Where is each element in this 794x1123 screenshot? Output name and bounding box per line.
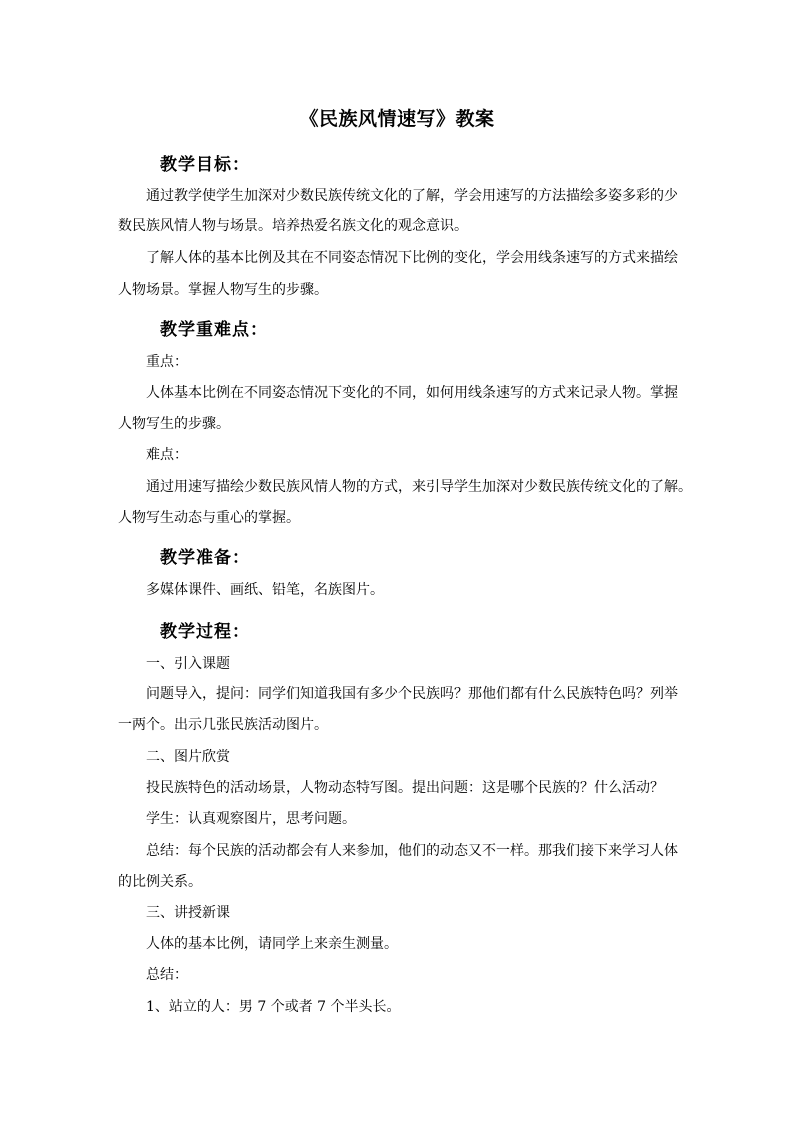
heading-key-difficult-points: 教学重难点： — [160, 320, 268, 340]
process-step-2-line-3: 总结：每个民族的活动都会有人来参加，他们的动态又不一样。那我们接下来学习人体 — [146, 843, 678, 859]
process-step-3-title: 三、讲授新课 — [146, 905, 230, 921]
preparation-text: 多媒体课件、画纸、铅笔，名族图片。 — [146, 582, 384, 598]
process-step-3-line-3: 1、站立的人：男 7 个或者 7 个半头长。 — [146, 999, 401, 1015]
page-title: 《民族风情速写》教案 — [299, 108, 495, 130]
key-point-label: 重点： — [146, 354, 188, 370]
process-step-2-title: 二、图片欣赏 — [146, 749, 230, 765]
heading-teaching-goals: 教学目标： — [160, 155, 250, 175]
heading-teaching-process: 教学过程： — [160, 622, 250, 642]
process-step-1-line-1: 问题导入，提问：同学们知道我国有多少个民族吗？那他们都有什么民族特色吗？列举 — [146, 686, 678, 702]
process-step-1-line-2: 一两个。出示几张民族活动图片。 — [118, 717, 328, 733]
process-step-1-title: 一、引入课题 — [146, 656, 230, 672]
goals-paragraph-2-line-1: 了解人体的基本比例及其在不同姿态情况下比例的变化，学会用线条速写的方式来描绘 — [146, 250, 678, 266]
key-point-line-2: 人物写生的步骤。 — [118, 416, 230, 432]
process-step-3-line-1: 人体的基本比例，请同学上来亲生测量。 — [146, 936, 398, 952]
process-step-3-line-2: 总结： — [146, 967, 188, 983]
goals-paragraph-1-line-1: 通过教学使学生加深对少数民族传统文化的了解，学会用速写的方法描绘多姿多彩的少 — [146, 188, 678, 204]
difficult-point-label: 难点： — [146, 447, 188, 463]
process-step-2-line-1: 投民族特色的活动场景，人物动态特写图。提出问题：这是哪个民族的？什么活动？ — [146, 780, 664, 796]
process-step-2-line-2: 学生：认真观察图片，思考问题。 — [146, 811, 356, 827]
heading-teaching-preparation: 教学准备： — [160, 548, 250, 568]
process-step-2-line-4: 的比例关系。 — [118, 874, 202, 890]
difficult-point-line-2: 人物写生动态与重心的掌握。 — [118, 510, 300, 526]
difficult-point-line-1: 通过用速写描绘少数民族风情人物的方式，来引导学生加深对少数民族传统文化的了解。 — [146, 479, 692, 495]
key-point-line-1: 人体基本比例在不同姿态情况下变化的不同，如何用线条速写的方式来记录人物。掌握 — [146, 385, 678, 401]
goals-paragraph-1-line-2: 数民族风情人物与场景。培养热爱名族文化的观念意识。 — [118, 218, 468, 234]
goals-paragraph-2-line-2: 人物场景。掌握人物写生的步骤。 — [118, 282, 328, 298]
